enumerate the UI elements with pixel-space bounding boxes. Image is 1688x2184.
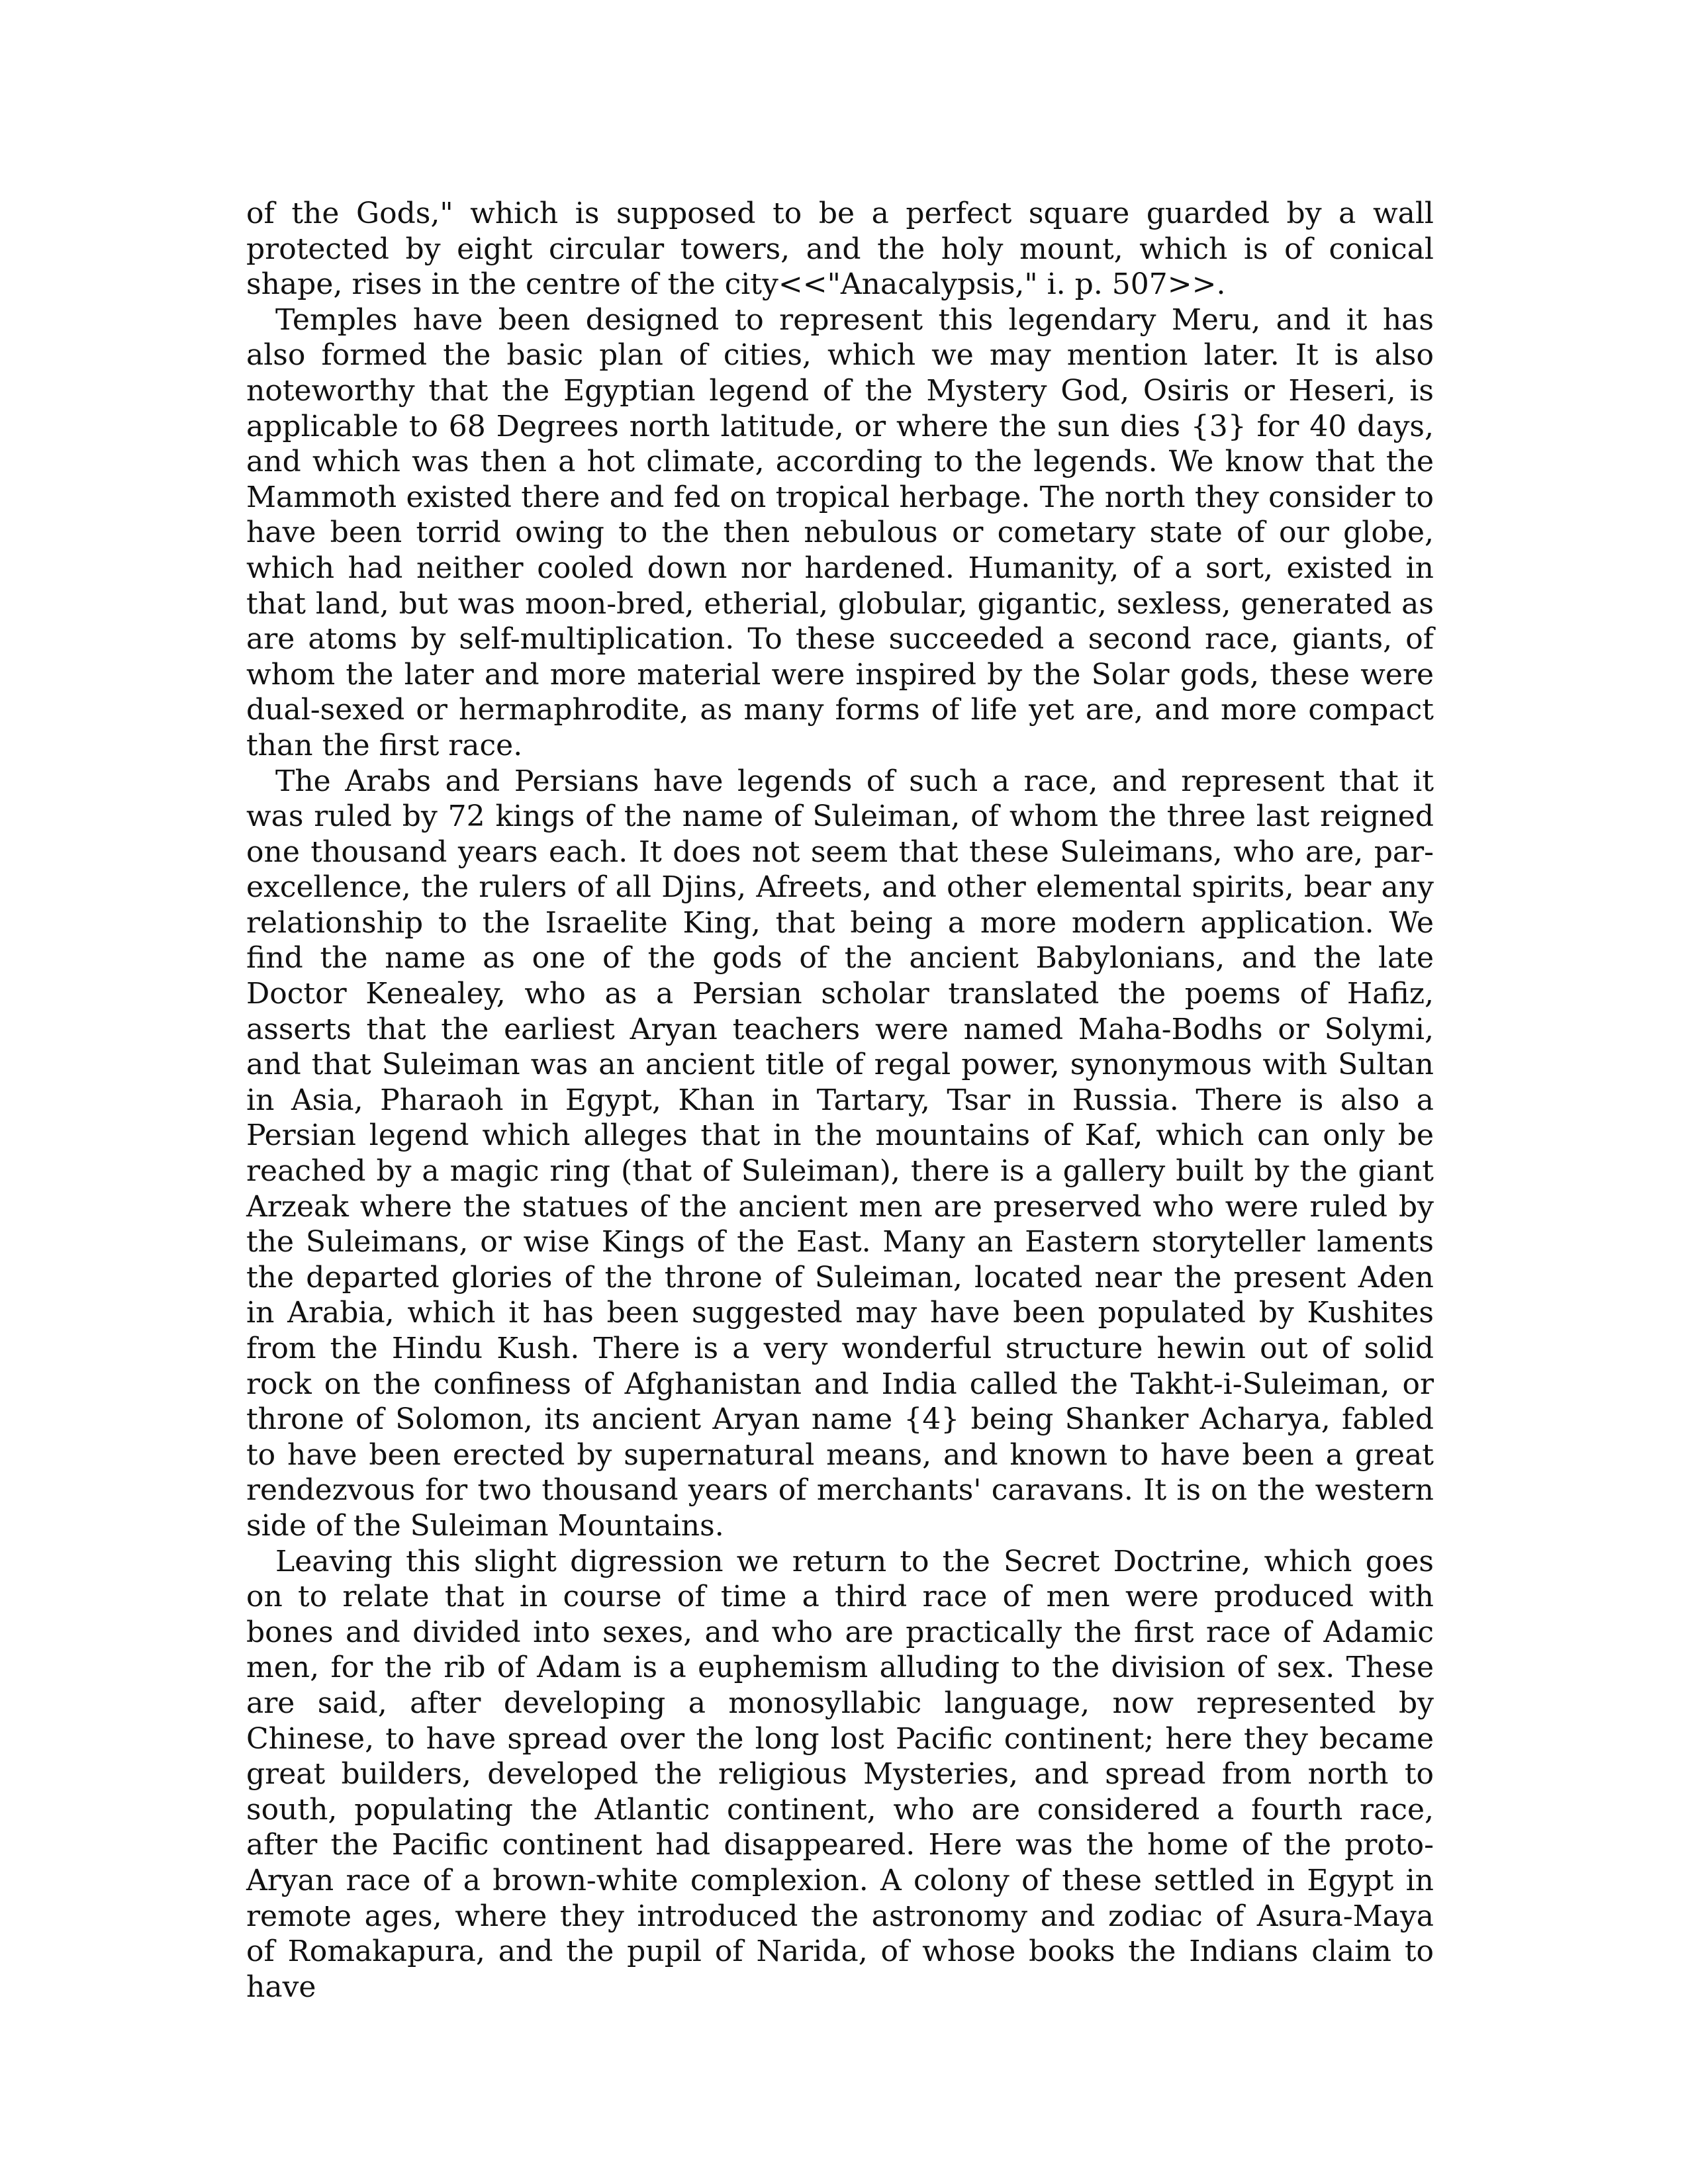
paragraph-4: Leaving this slight digression we return to the Secret Doctrine, which goes on to relate that in course of time a third race of men were produced with bones and divided into sexes, and who are practically the first race of Adamic men, for the rib of Adam is a euphemism alluding to the division of sex. These are said, after developing a monosyllabic language, now represented by Chinese, to have spread over the long lost Pacific continent; here they became great builders, developed the religious Mysteries, and spread from north to south, populating the Atlantic continent, who are considered a fourth race, after the Pacific continent had disappeared. Here was the home of the proto-Aryan race of a brown-white complexion. A colony of these settled in Egypt in remote ages, where they introduced the astronomy and zodiac of Asura-Maya of Romakapura, and the pupil of Narida, of whose books the Indians claim to have [246, 1544, 1434, 2004]
paragraph-3: The Arabs and Persians have legends of such a race, and represent that it was ruled by 72 kings of the name of Suleiman, of whom the three last reigned one thousand years each. It does not seem that these Suleimans, who are, par-excellence, the rulers of all Djins, Afreets, and other elemental spirits, bear any relationship to the Israelite King, that being a more modern application. We find the name as one of the gods of the ancient Babylonians, and the late Doctor Kenealey, who as a Persian scholar translated the poems of Hafiz, asserts that the earliest Aryan teachers were named Maha-Bodhs or Solymi, and that Suleiman was an ancient title of regal power, synonymous with Sultan in Asia, Pharaoh in Egypt, Khan in Tartary, Tsar in Russia. There is also a Persian legend which alleges that in the mountains of Kaf, which can only be reached by a magic ring (that of Suleiman), there is a gallery built by the giant Arzeak where the statues of the ancient men are preserved who were ruled by the Suleimans, or wise Kings of the East. Many an Eastern storyteller laments the departed glories of the throne of Suleiman, located near the present Aden in Arabia, which it has been suggested may have been populated by Kushites from the Hindu Kush. There is a very wonderful structure hewin out of solid rock on the confiness of Afghanistan and India called the Takht-i-Suleiman, or throne of Solomon, its ancient Aryan name {4} being Shanker Acharya, fabled to have been erected by supernatural means, and known to have been a great rendezvous for two thousand years of merchants' caravans. It is on the western side of the Suleiman Mountains. [246, 764, 1434, 1543]
paragraph-2: Temples have been designed to represent this legendary Meru, and it has also formed the basic plan of cities, which we may mention later. It is also noteworthy that the Egyptian legend of the Mystery God, Osiris or Heseri, is applicable to 68 Degrees north latitude, or where the sun dies {3} for 40 days, and which was then a hot climate, according to the legends. We know that the Mammoth existed there and fed on tropical herbage. The north they consider to have been torrid owing to the then nebulous or cometary state of our globe, which had neither cooled down nor hardened. Humanity, of a sort, existed in that land, but was moon-bred, etherial, globular, gigantic, sexless, generated as are atoms by self-multiplication. To these succeeded a second race, giants, of whom the later and more material were inspired by the Solar gods, these were dual-sexed or hermaphrodite, as many forms of life yet are, and more compact than the first race. [246, 302, 1434, 762]
body-text [246, 196, 1434, 2005]
paragraph-1: of the Gods," which is supposed to be a perfect square guarded by a wall protected by eight circular towers, and the holy mount, which is of conical shape, rises in the centre of the city<<"Anacalypsis," i. p. 507>>. [246, 197, 1434, 302]
